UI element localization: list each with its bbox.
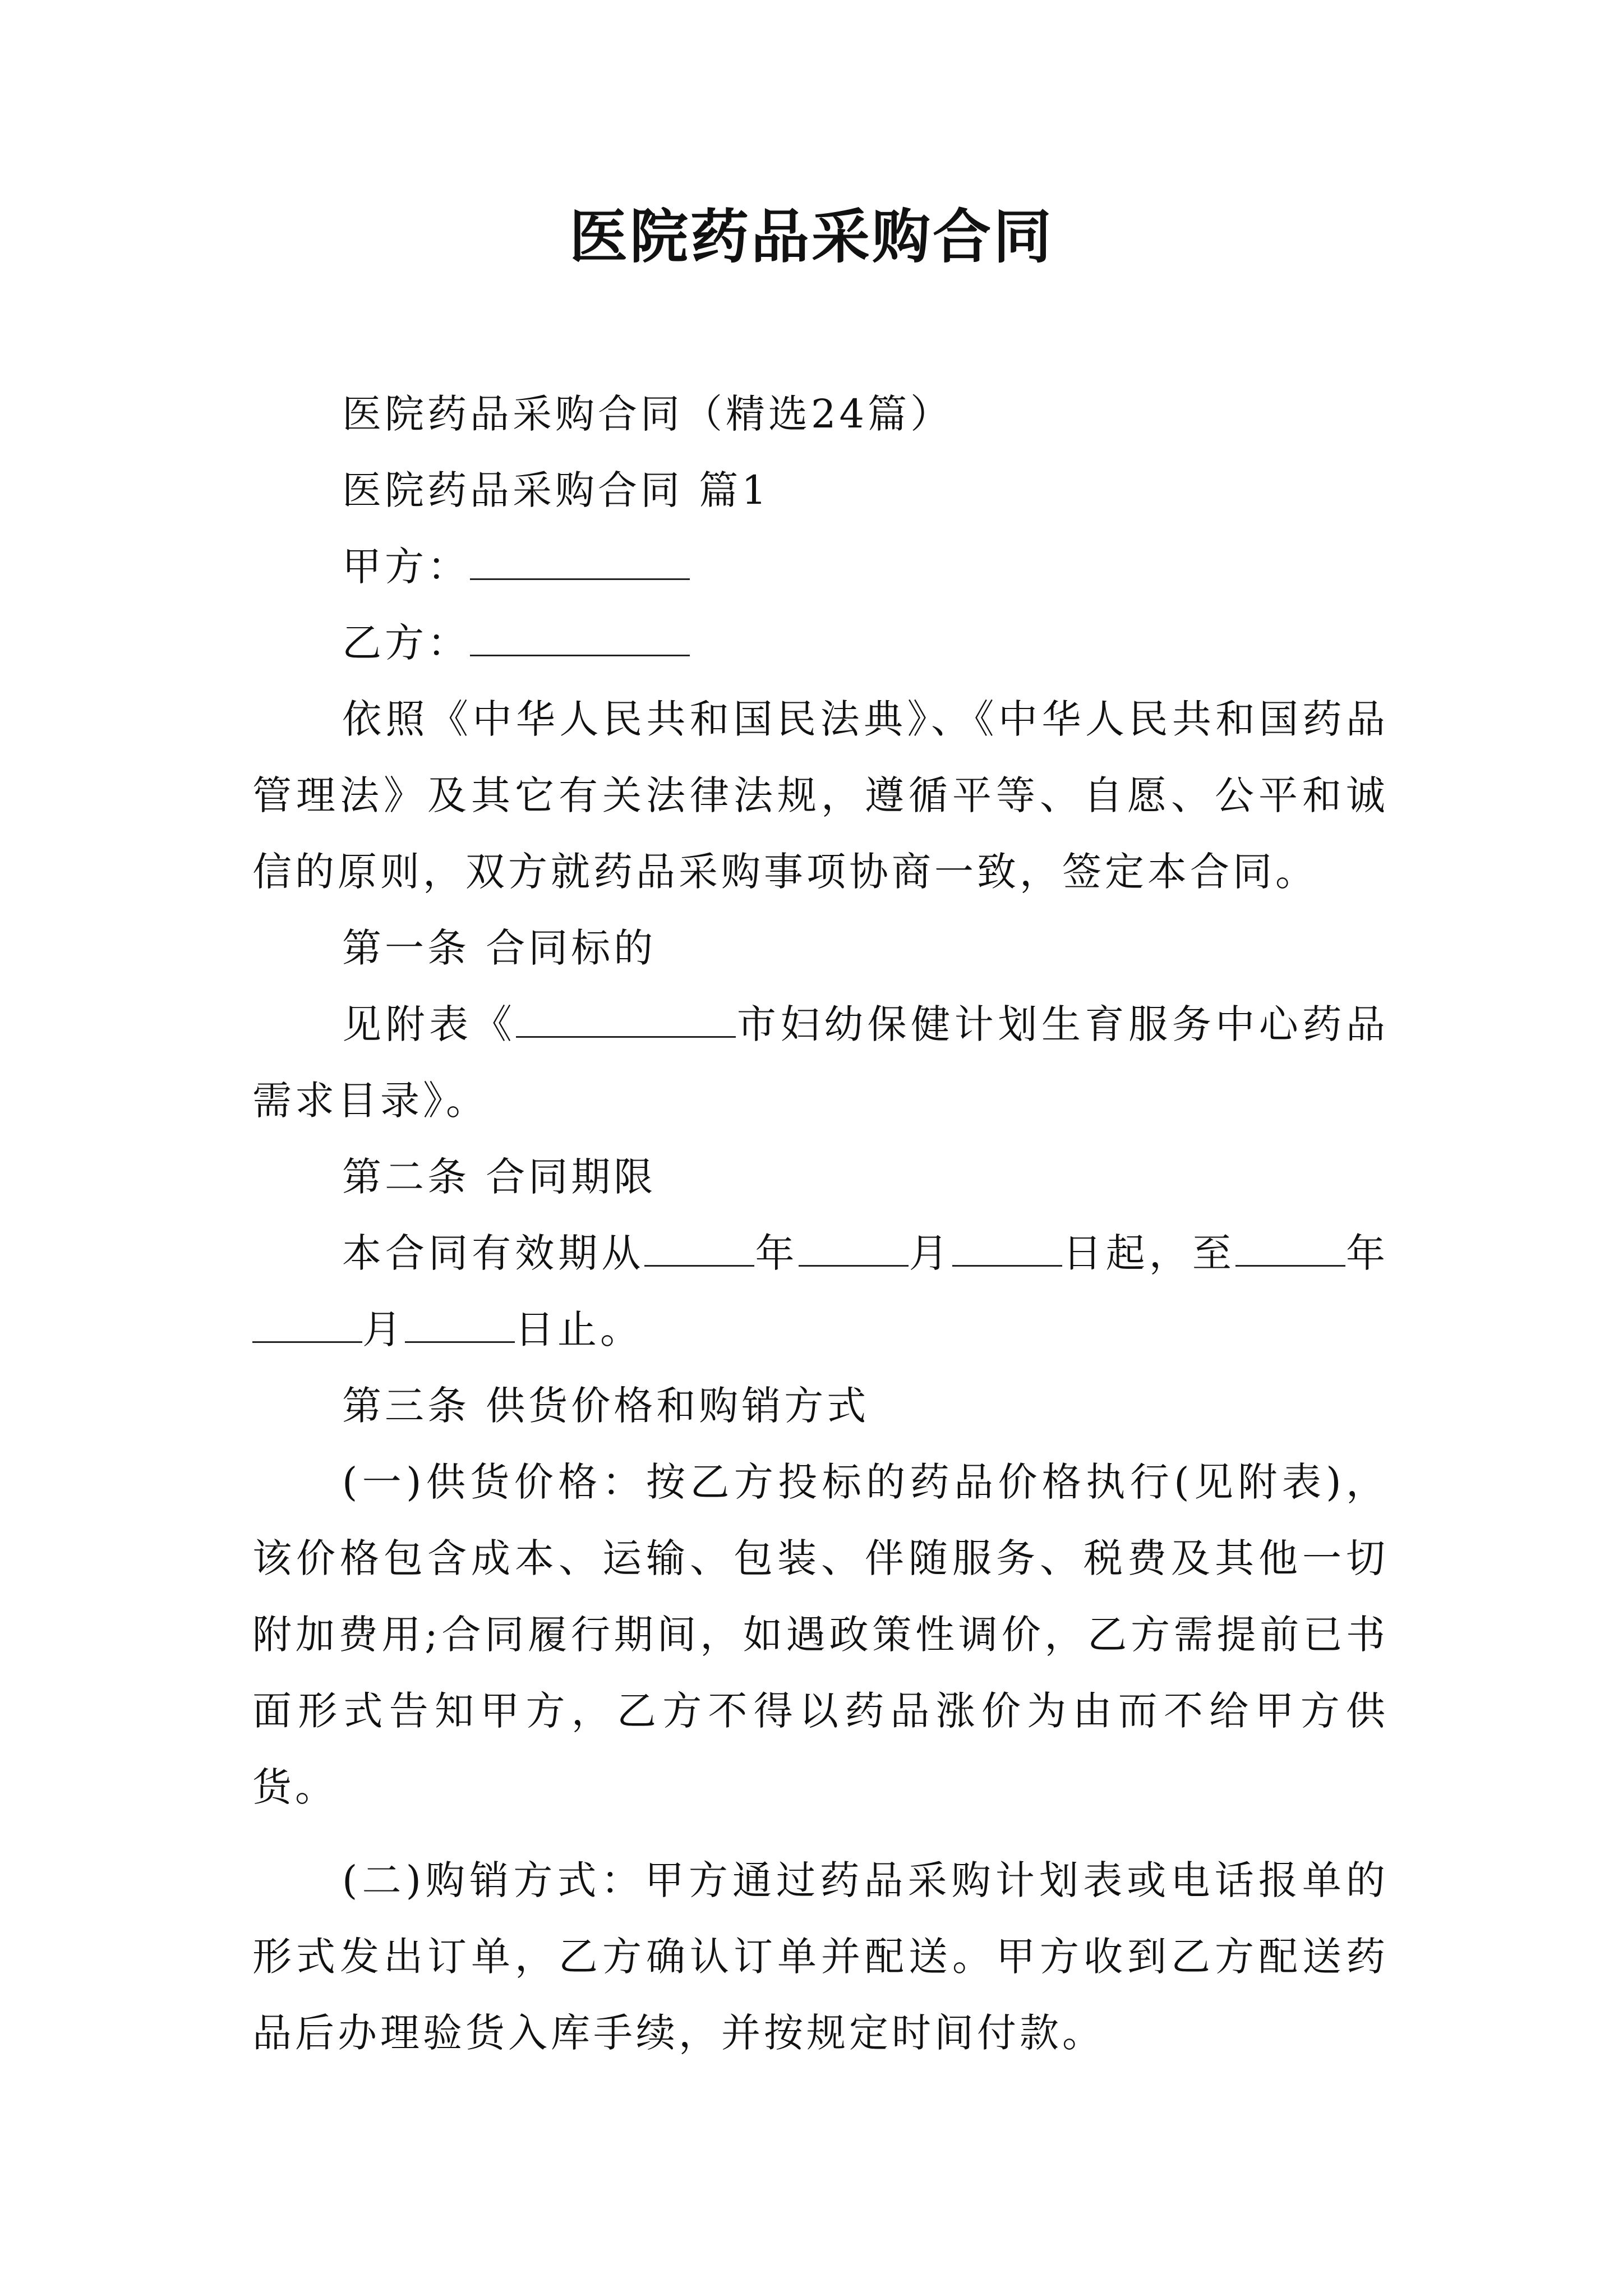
article1-prefix: 见附表《 bbox=[342, 1001, 517, 1047]
end-month-label: 月 bbox=[362, 1306, 405, 1352]
document-title: 医院药品采购合同 bbox=[569, 202, 1054, 271]
article1-heading: 第一条 合同标的 bbox=[342, 925, 657, 971]
start-year-blank bbox=[644, 1228, 754, 1267]
party-a-label: 甲方： bbox=[342, 544, 470, 590]
start-day-label: 日起，至 bbox=[1062, 1230, 1235, 1276]
party-a-blank bbox=[470, 541, 690, 580]
end-year-blank bbox=[1235, 1228, 1345, 1267]
city-blank bbox=[516, 999, 736, 1038]
article3-method-paragraph: (二)购销方式：甲方通过药品采购计划表或电话报单的形式发出订单，乙方确认订单并配送。甲方收到乙方配送药品后办理验货入库手续，并按规定时间付款。 bbox=[252, 1857, 1389, 2056]
article1-paragraph bbox=[252, 986, 1389, 1139]
end-day-blank bbox=[405, 1304, 515, 1343]
section-heading: 医院药品采购合同 篇1 bbox=[342, 467, 770, 513]
collection-heading: 医院药品采购合同（精选24篇） bbox=[342, 391, 953, 437]
preamble-paragraph: 依照《中华人民共和国民法典》、《中华人民共和国药品管理法》及其它有关法律法规，遵循平等、自愿、公平和诚信的原则，双方就药品采购事项协商一致，签定本合同。 bbox=[252, 696, 1389, 895]
start-month-label: 月 bbox=[908, 1230, 952, 1276]
end-day-label: 日止。 bbox=[515, 1306, 643, 1352]
start-month-blank bbox=[799, 1228, 909, 1267]
start-day-blank bbox=[952, 1228, 1062, 1267]
article3-price-paragraph: (一)供货价格：按乙方投标的药品价格执行(见附表)，该价格包含成本、运输、包装、伴随服务、税费及其他一切附加费用;合同履行期间，如遇政策性调价，乙方需提前已书面形式告知甲方，乙方不得以药品涨价为由而不给甲方供货。 bbox=[252, 1459, 1389, 1810]
end-month-blank bbox=[252, 1304, 362, 1343]
party-a-line bbox=[252, 528, 1389, 605]
start-year-label: 年 bbox=[754, 1230, 799, 1276]
term-start-text: 本合同有效期从 bbox=[342, 1230, 645, 1276]
party-b-line bbox=[252, 605, 1389, 681]
party-b-blank bbox=[470, 618, 690, 656]
party-b-label: 乙方： bbox=[342, 620, 470, 666]
article2-heading: 第二条 合同期限 bbox=[342, 1154, 657, 1200]
article1-suffix: 市妇幼保健计划生育服务中心药品需求目录》。 bbox=[252, 1001, 1389, 1124]
article3-heading: 第三条 供货价格和购销方式 bbox=[342, 1383, 870, 1429]
end-year-label: 年 bbox=[1345, 1230, 1389, 1276]
article2-paragraph bbox=[252, 1215, 1389, 1368]
document-body bbox=[252, 376, 1389, 2071]
